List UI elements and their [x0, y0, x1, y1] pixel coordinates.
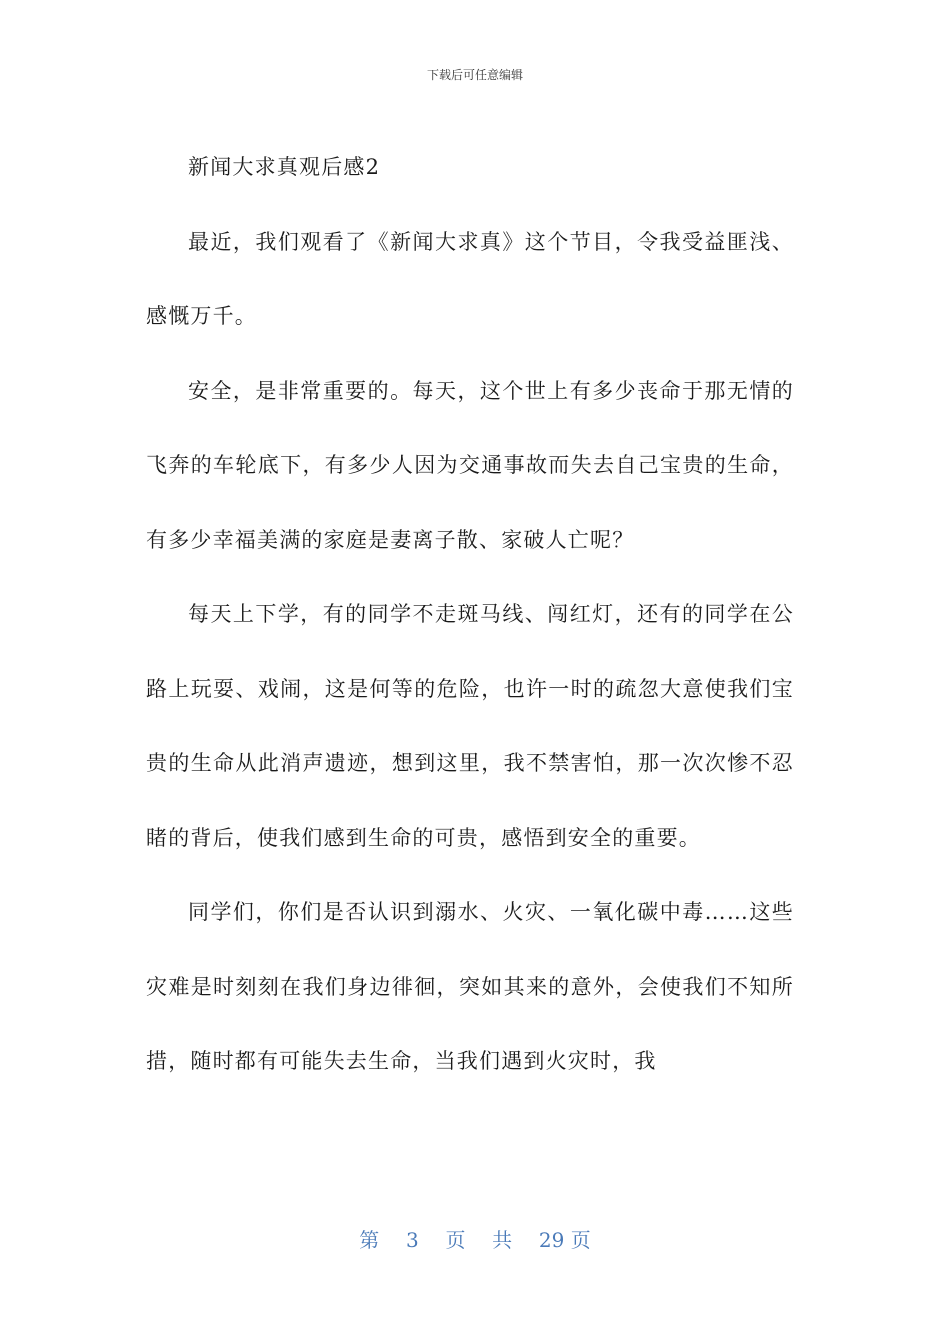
current-page-number: 3 [406, 1228, 419, 1252]
document-body [146, 130, 794, 1099]
page-footer [0, 1224, 950, 1253]
header-note: 下载后可任意编辑 [426, 68, 523, 82]
paragraph-2: 安全，是非常重要的。每天，这个世上有多少丧命于那无情的飞奔的车轮底下，有多少人因为交通事故而失去自己宝贵的生命，有多少幸福美满的家庭是妻离子散、家破人亡呢？ [146, 378, 794, 552]
footer-gong: 共 [492, 1228, 513, 1252]
footer-ye-total: 页 [570, 1228, 591, 1252]
document-title: 新闻大求真观后感2 [188, 155, 381, 179]
paragraph-3: 每天上下学，有的同学不走斑马线、闯红灯，还有的同学在公路上玩耍、戏闹，这是何等的危险，也许一时的疏忽大意使我们宝贵的生命从此消声遗迹，想到这里，我不禁害怕，那一次次惨不忍睹的背后，使我们感到生命的可贵，感悟到安全的重要。 [146, 602, 794, 850]
paragraph-4: 同学们，你们是否认识到溺水、火灾、一氧化碳中毒……这些灾难是时刻刻在我们身边徘徊，突如其来的意外，会使我们不知所措，随时都有可能失去生命，当我们遇到火灾时，我 [146, 900, 794, 1073]
footer-ye: 页 [445, 1228, 466, 1252]
paragraph-1: 最近，我们观看了《新闻大求真》这个节目，令我受益匪浅、感慨万千。 [146, 229, 794, 328]
total-page-number: 29 [538, 1228, 565, 1252]
footer-di: 第 [359, 1228, 380, 1252]
